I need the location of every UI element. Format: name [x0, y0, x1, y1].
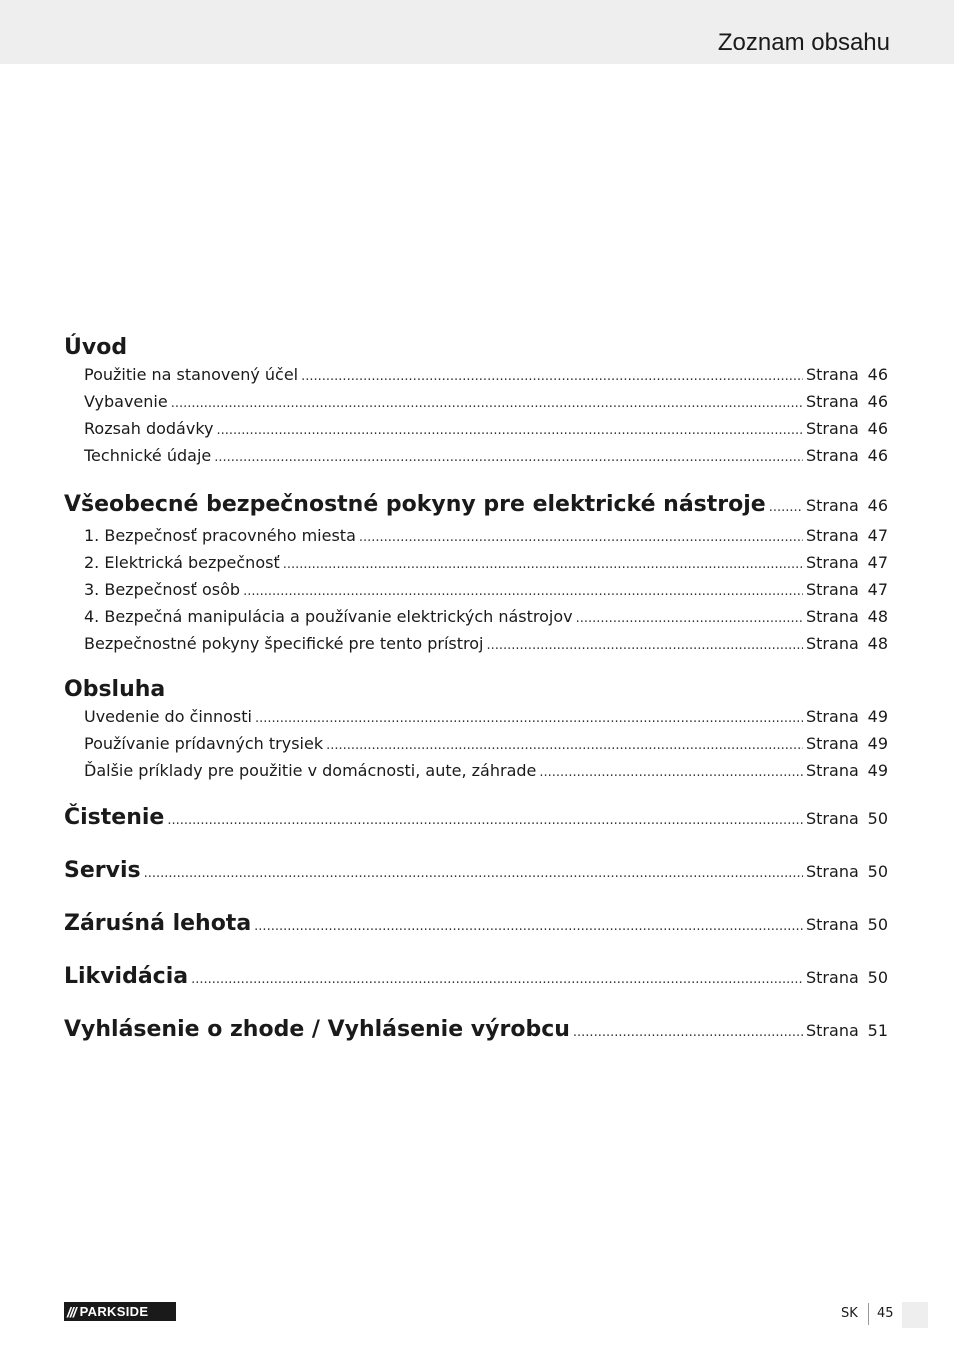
toc-page-number: 46: [867, 446, 888, 465]
toc-dot-leader: [243, 579, 803, 604]
table-of-contents: [64, 334, 888, 1048]
toc-item[interactable]: [64, 758, 888, 785]
toc-strana-label: Strana: [806, 553, 859, 572]
toc-dot-leader: [573, 1018, 803, 1048]
toc-heading-safety[interactable]: [64, 490, 888, 523]
toc-item-label: Uvedenie do činnosti: [84, 707, 252, 726]
toc-heading-likvidacia[interactable]: [64, 962, 888, 995]
toc-item[interactable]: [64, 416, 888, 443]
toc-page-number: 47: [867, 526, 888, 545]
toc-dot-leader: [326, 733, 803, 758]
toc-heading-cistenie[interactable]: [64, 803, 888, 836]
toc-strana-label: Strana: [806, 707, 859, 726]
toc-page-number: 49: [867, 707, 888, 726]
toc-item-label: 2. Elektrická bezpečnosť: [84, 553, 280, 572]
toc-strana-label: Strana: [806, 634, 859, 653]
toc-dot-leader: [359, 525, 803, 550]
toc-item-label: Rozsah dodávky: [84, 419, 214, 438]
toc-strana-label: Strana: [806, 526, 859, 545]
toc-page-number: 51: [867, 1021, 888, 1040]
toc-item[interactable]: [64, 523, 888, 550]
toc-heading-label: Likvidácia: [64, 964, 189, 989]
toc-item[interactable]: [64, 577, 888, 604]
toc-page-number: 47: [867, 553, 888, 572]
toc-page-number: 48: [867, 634, 888, 653]
toc-dot-leader: [254, 912, 803, 942]
toc-item-label: Použitie na stanovený účel: [84, 365, 299, 384]
footer-divider: [868, 1303, 869, 1325]
toc-strana-label: Strana: [806, 761, 859, 780]
toc-strana-label: Strana: [806, 607, 859, 626]
toc-heading-zarucna-lehota[interactable]: [64, 909, 888, 942]
language-code: SK: [841, 1306, 858, 1321]
toc-item[interactable]: [64, 443, 888, 470]
toc-page-number: 49: [867, 734, 888, 753]
toc-dot-leader: [217, 418, 804, 443]
toc-page-number: 47: [867, 580, 888, 599]
toc-item-label: 4. Bezpečná manipulácia a používanie elektrických nástrojov: [84, 607, 573, 626]
parkside-logo: [64, 1302, 176, 1321]
toc-dot-leader: [167, 806, 803, 836]
toc-strana-label: Strana: [806, 1021, 859, 1040]
toc-heading-obsluha: Obsluha: [64, 677, 166, 702]
toc-item[interactable]: [64, 550, 888, 577]
toc-dot-leader: [539, 760, 803, 785]
toc-strana-label: Strana: [806, 365, 859, 384]
toc-dot-leader: [769, 493, 803, 523]
toc-page-number: 50: [867, 915, 888, 934]
toc-heading-vyhlasenie[interactable]: [64, 1015, 888, 1048]
toc-dot-leader: [144, 859, 803, 889]
toc-page-number: 50: [867, 968, 888, 987]
toc-strana-label: Strana: [806, 580, 859, 599]
page-title: Zoznam obsahu: [717, 29, 890, 56]
toc-item[interactable]: [64, 631, 888, 658]
toc-item-label: Vybavenie: [84, 392, 168, 411]
toc-dot-leader: [486, 633, 803, 658]
toc-dot-leader: [214, 445, 803, 470]
toc-dot-leader: [171, 391, 803, 416]
toc-item[interactable]: [64, 731, 888, 758]
toc-item[interactable]: [64, 604, 888, 631]
toc-strana-label: Strana: [806, 968, 859, 987]
toc-heading-uvod: Úvod: [64, 335, 128, 360]
toc-item-label: 3. Bezpečnosť osôb: [84, 580, 241, 599]
toc-strana-label: Strana: [806, 915, 859, 934]
toc-strana-label: Strana: [806, 734, 859, 753]
toc-strana-label: Strana: [806, 862, 859, 881]
toc-dot-leader: [255, 706, 803, 731]
toc-page-number: 48: [867, 607, 888, 626]
toc-page-number: 50: [867, 862, 888, 881]
toc-item-label: Používanie prídavných trysiek: [84, 734, 324, 753]
toc-page-number: 46: [867, 392, 888, 411]
toc-strana-label: Strana: [806, 809, 859, 828]
toc-heading-label: Všeobecné bezpečnostné pokyny pre elektrické nástroje: [64, 492, 766, 517]
toc-strana-label: Strana: [806, 392, 859, 411]
toc-page-number: 46: [867, 496, 888, 515]
toc-item[interactable]: [64, 362, 888, 389]
toc-heading-label: Záruśná lehota: [64, 911, 252, 936]
toc-item[interactable]: [64, 389, 888, 416]
toc-page-number: 49: [867, 761, 888, 780]
toc-heading-label: Čistenie: [64, 805, 165, 830]
page-number: 45: [877, 1306, 894, 1321]
toc-heading-label: Servis: [64, 858, 141, 883]
logo-slashes: ///: [67, 1303, 76, 1320]
toc-strana-label: Strana: [806, 496, 859, 515]
toc-item[interactable]: [64, 704, 888, 731]
logo-text: PARKSIDE: [79, 1304, 149, 1319]
footer-tab-box: [902, 1302, 928, 1328]
toc-heading-label: Vyhlásenie o zhode / Vyhlásenie výrobcu: [64, 1017, 570, 1042]
toc-item-label: Technické údaje: [84, 446, 212, 465]
toc-dot-leader: [301, 364, 803, 389]
toc-item-label: Bezpečnostné pokyny špecifické pre tento prístroj: [84, 634, 484, 653]
toc-dot-leader: [576, 606, 803, 631]
toc-item-label: 1. Bezpečnosť pracovného miesta: [84, 526, 356, 545]
toc-dot-leader: [191, 965, 803, 995]
toc-item-label: Ďalšie príklady pre použitie v domácnosti, aute, záhrade: [84, 761, 537, 780]
toc-page-number: 46: [867, 419, 888, 438]
toc-page-number: 46: [867, 365, 888, 384]
toc-heading-servis[interactable]: [64, 856, 888, 889]
toc-dot-leader: [283, 552, 803, 577]
toc-strana-label: Strana: [806, 446, 859, 465]
toc-strana-label: Strana: [806, 419, 859, 438]
toc-page-number: 50: [867, 809, 888, 828]
